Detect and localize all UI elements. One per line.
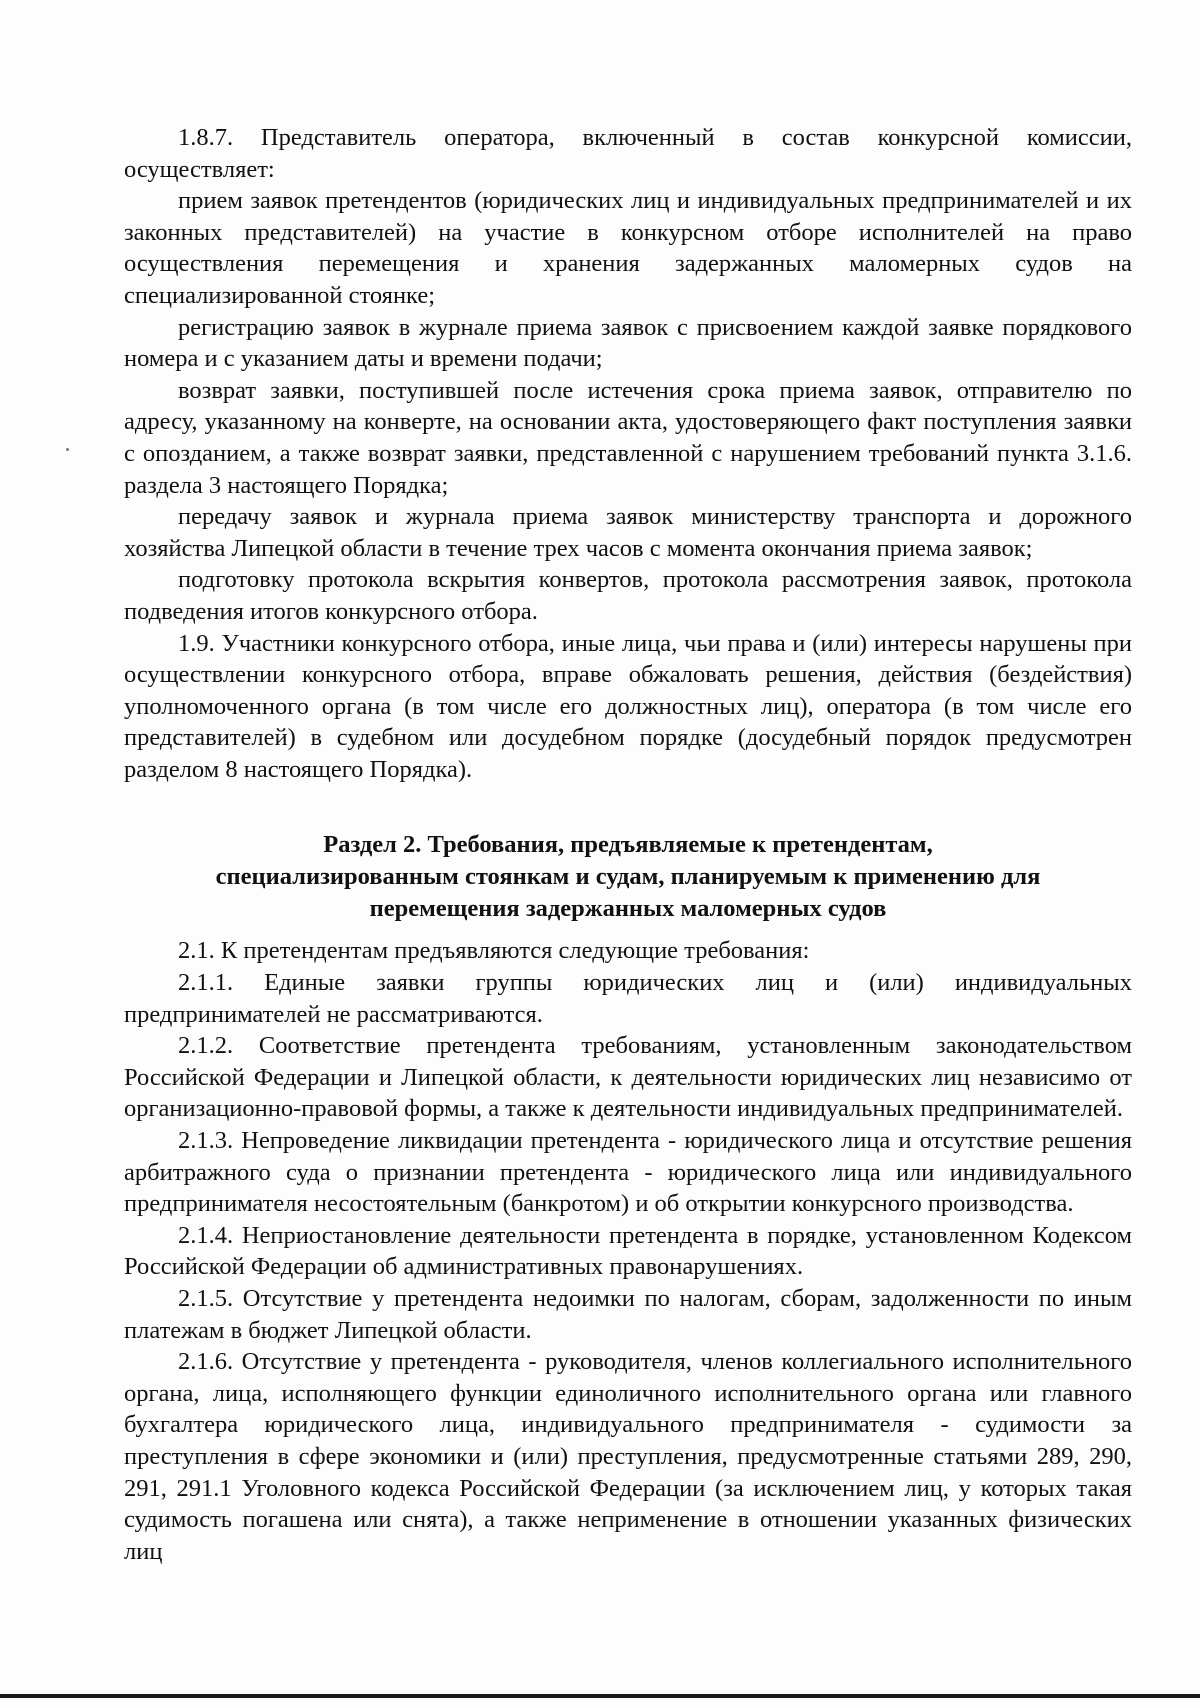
paragraph-2-1-2: 2.1.2. Соответствие претендента требованиям, установленным законодательством Российской Федерации и Липецкой области, к деятельности юридических лиц независимо от организационно-правовой формы, а также к деятельности индивидуальных предпринимателей. — [124, 1032, 1132, 1123]
document-page — [124, 122, 1132, 1567]
paragraph-protocols: подготовку протокола вскрытия конвертов, протокола рассмотрения заявок, протокола подведения итогов конкурсного отбора. — [124, 566, 1132, 625]
paragraph-2-1-4: 2.1.4. Неприостановление деятельности претендента в порядке, установленном Кодексом Российской Федерации об административных правонарушениях. — [124, 1221, 1132, 1281]
paragraph-1-9: 1.9. Участники конкурсного отбора, иные лица, чьи права и (или) интересы нарушены при осуществлении конкурсного отбора, вправе обжаловать решения, действия (бездействия) уполномоченного органа (в том числе его должностных лиц), оператора (в том числе его представителей) в судебном или досудебном порядке (досудебный порядок предусмотрен разделом 8 настоящего Порядка). — [124, 629, 1132, 783]
section-heading-line: Раздел 2. Требования, предъявляемые к претендентам, — [323, 831, 933, 859]
section-heading-line: специализированным стоянкам и судам, планируемым к применению для — [215, 863, 1041, 891]
bottom-edge-line — [0, 1694, 1200, 1698]
section-heading-line: перемещения задержанных маломерных судов — [369, 895, 887, 923]
paragraph-2-1-3: 2.1.3. Непроведение ликвидации претендента - юридического лица и отсутствие решения арбитражного суда о признании претендента - юридического лица или индивидуального предпринимателя несостоятельным (банкротом) и об открытии конкурсного производства. — [124, 1127, 1132, 1218]
scan-speck — [66, 448, 69, 451]
paragraph-receipt: прием заявок претендентов (юридических лиц и индивидуальных предпринимателей и их законных представителей) на участие в конкурсном отборе исполнителей на право осуществления перемещения и хранения задержанных маломерных судов на специализированной стоянке; — [124, 187, 1132, 309]
paragraph-2-1-6: 2.1.6. Отсутствие у претендента - руководителя, членов коллегиального исполнительного органа, лица, исполняющего функции единоличного исполнительного органа или главного бухгалтера юридического лица, индивидуального предпринимателя - судимости за преступления в сфере экономики и (или) преступления, предусмотренные статьями 289, 290, 291, 291.1 Уголовного кодекса Российской Федерации (за исключением лиц, у которых такая судимость погашена или снята), а также неприменение в отношении указанных физических лиц — [124, 1348, 1132, 1565]
paragraph-return: возврат заявки, поступившей после истечения срока приема заявок, отправителю по адресу, указанному на конверте, на основании акта, удостоверяющего факт поступления заявки с опозданием, а также возврат заявки, представленной с нарушением требований пункта 3.1.6. раздела 3 настоящего Порядка; — [124, 376, 1132, 499]
section-2-heading — [124, 829, 1132, 925]
paragraph-2-1: 2.1. К претендентам предъявляются следующие требования: — [178, 937, 810, 965]
paragraph-transfer: передачу заявок и журнала приема заявок министерству транспорта и дорожного хозяйства Липецкой области в течение трех часов с момента окончания приема заявок; — [124, 503, 1132, 562]
paragraph-registration: регистрацию заявок в журнале приема заявок с присвоением каждой заявке порядкового номера и с указанием даты и времени подачи; — [124, 313, 1132, 373]
paragraph-2-1-1: 2.1.1. Единые заявки группы юридических лиц и (или) индивидуальных предпринимателей не рассматриваются. — [124, 969, 1132, 1028]
paragraph-2-1-5: 2.1.5. Отсутствие у претендента недоимки по налогам, сборам, задолженности по иным платежам в бюджет Липецкой области. — [124, 1285, 1132, 1344]
paragraph-1-8-7: 1.8.7. Представитель оператора, включенный в состав конкурсной комиссии, осуществляет: — [124, 124, 1132, 183]
